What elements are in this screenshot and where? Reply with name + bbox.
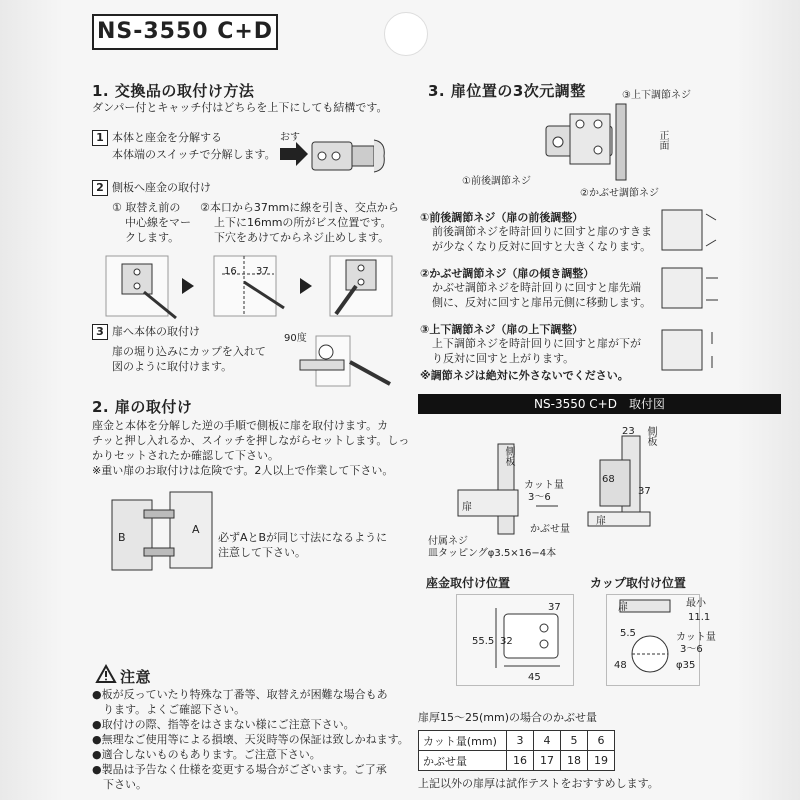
section2-note-line2: 注意して下さい。 [218,546,306,559]
caution-item-1: ●板が反っていたり特殊な丁番等、取替えが困難な場合もあ [92,688,388,701]
caution-item-4: ●無理なご使用等による損壊、天災時等の保証は致しかねます。 [92,733,409,746]
step2-b-line3: 下穴をあけてからネジ止めします。 [214,231,390,244]
section2-line3: かりセットされたか確認して下さい。 [92,449,279,462]
install-door-label: 扉 [462,502,472,513]
adjust1-line2: が少なくなり反対に回すと大きくなります。 [432,240,652,253]
plate-position-title: 座金取付け位置 [426,576,511,590]
section1-heading: 1. 交換品の取付け方法 [92,82,255,100]
install-dim-23: 23 [622,426,635,437]
adjust3-line1: 上下調節ネジを時計回りに回すと扉が下が [432,337,641,350]
product-title: NS-3550 C+D [92,14,278,50]
table-cell: 16 [507,751,534,771]
section2-line4: ※重い扉のお取付けは危険です。2人以上で作業して下さい。 [92,464,394,477]
cup-cut-label: カット量 [676,632,716,643]
hinge-disassemble-figure [278,130,398,180]
table-cell: 5 [561,731,588,751]
step2-number: 2 [92,180,108,196]
install-side-panel-label: 側板 [503,446,514,466]
install-cut-range: 3〜6 [528,492,551,503]
section3-heading: 3. 扉位置の3次元調整 [428,82,586,100]
step1-desc: 本体端のスイッチで分解します。 [112,148,276,161]
caution-item-6: ●製品は予告なく仕様を変更する場合がございます。ご了承 [92,763,387,776]
install-door-label-2: 扉 [596,516,606,527]
adjust1-line1: 前後調節ネジを時計回りに回すと扉のすきま [432,225,652,238]
label-front-back-screw: ①前後調節ネジ [462,176,531,187]
section2-line2: チッと押し入れるか、スイッチを押しながらセットします。しっ [92,434,410,447]
table-row [419,731,615,751]
table-caption: 扉厚15〜25(mm)の場合のかぶせ量 [418,711,598,724]
cup-door-label: 扉 [618,602,628,613]
step2-figures [104,252,394,322]
install-overlay-label: かぶせ量 [530,524,570,535]
step3-line2: 図のように取付けます。 [112,360,233,373]
table-cell: 18 [561,751,588,771]
step2-a-line1: ① 取替え前の [112,201,181,214]
cup-dim-35: φ35 [676,660,696,671]
adjust-note: ※調節ネジは絶対に外さないでください。 [420,369,629,382]
adjust3-line2: り反対に回すと上がります。 [432,352,575,365]
cup-min-label: 最小 [686,598,706,609]
adjust3-cabinet-icon [656,326,720,376]
step3-figure [290,332,394,390]
step2-a-line2: 中心線をマー [125,216,191,229]
table-row1-label: カット量(mm) [419,731,507,751]
door-mount-figure [110,490,220,572]
install-screw-spec: 皿タッピングφ3.5×16−4本 [428,548,557,559]
step3-number: 3 [92,324,108,340]
adjust2-cabinet-icon [656,264,720,314]
step2-dim-16: 16 [224,266,237,277]
install-screw-label: 付属ネジ [428,536,468,547]
cup-dim-5-5: 5.5 [620,628,636,639]
caution-item-7: 下さい。 [92,778,147,791]
step2-a-line3: クします。 [125,231,180,244]
hanger-hole [384,12,428,56]
section2-line1: 座金と本体を分解した逆の手順で側板に扉を取付けます。カ [92,419,389,432]
table-row [419,751,615,771]
plate-dim-55-5: 55.5 [472,636,495,647]
adjust2-title: ②かぶせ調節ネジ（扉の傾き調整） [420,267,595,280]
caution-item-2: ります。よくご確認下さい。 [92,703,246,716]
overlay-table [418,730,615,771]
cup-min-value: 11.1 [688,612,711,623]
adjust1-title: ①前後調節ネジ（扉の前後調整） [420,211,584,224]
warning-icon [96,665,116,683]
section2-note-line1: 必ずAとBが同じ寸法になるように [218,531,388,544]
label-up-down-screw: ③上下調節ネジ [622,90,691,101]
door-label-a: A [192,523,200,536]
plate-dim-45: 45 [528,672,541,683]
caution-heading: 注意 [120,668,152,686]
table-cell: 6 [588,731,615,751]
install-dim-37: 37 [638,486,651,497]
section1-intro: ダンパー付とキャッチ付はどちらを上下にしても結構です。 [92,101,388,114]
plate-dim-32: 32 [500,636,513,647]
install-drawing-title: NS-3550 C+D 取付図 [418,394,781,414]
step2-b-line1: ②本口から37mmに線を引き、交点から [200,201,399,214]
label-front: 正面 [657,130,668,150]
section2-heading: 2. 扉の取付け [92,398,193,416]
step3-line1: 扉の堀り込みにカップを入れて [112,345,266,358]
door-label-b: B [118,531,126,544]
step1-number: 1 [92,130,108,146]
table-cell: 4 [534,731,561,751]
hinge-adjust-figure [540,104,646,180]
table-cell: 19 [588,751,615,771]
step2-dim-37: 37 [256,266,269,277]
label-overlay-screw: ②かぶせ調節ネジ [580,188,659,199]
step2-title: 側板へ座金の取付け [112,181,211,194]
table-cell: 17 [534,751,561,771]
caution-item-5: ●適合しないものもあります。ご注意下さい。 [92,748,321,761]
cup-dim-48: 48 [614,660,627,671]
step3-title: 扉へ本体の取付け [112,325,200,338]
table-footer: 上記以外の扉厚は試作テストをおすすめします。 [418,777,659,790]
install-cut-amount-label: カット量 [524,480,564,491]
adjust2-line1: かぶせ調節ネジを時計回りに回すと扉先端 [432,281,641,294]
adjust3-title: ③上下調節ネジ（扉の上下調整） [420,323,584,336]
install-dim-68: 68 [602,474,615,485]
step2-b-line2: 上下に16mmの所がビス位置です。 [214,216,392,229]
table-row2-label: かぶせ量 [419,751,507,771]
step3-angle: 90度 [284,333,307,344]
caution-item-3: ●取付けの際、指等をはさまない様にご注意下さい。 [92,718,355,731]
cup-position-title: カップ取付け位置 [590,576,686,590]
step1-title: 本体と座金を分解する [112,131,222,144]
install-drawing-figure [418,416,781,566]
step1-push-label: おす [280,132,300,143]
cup-cut-range: 3〜6 [680,644,703,655]
adjust1-cabinet-icon [656,206,720,256]
plate-dim-37: 37 [548,602,561,613]
table-cell: 3 [507,731,534,751]
install-side-panel-label-2: 側板 [645,426,656,446]
adjust2-line2: 側に、反対に回すと扉吊元側に移動します。 [432,296,652,309]
